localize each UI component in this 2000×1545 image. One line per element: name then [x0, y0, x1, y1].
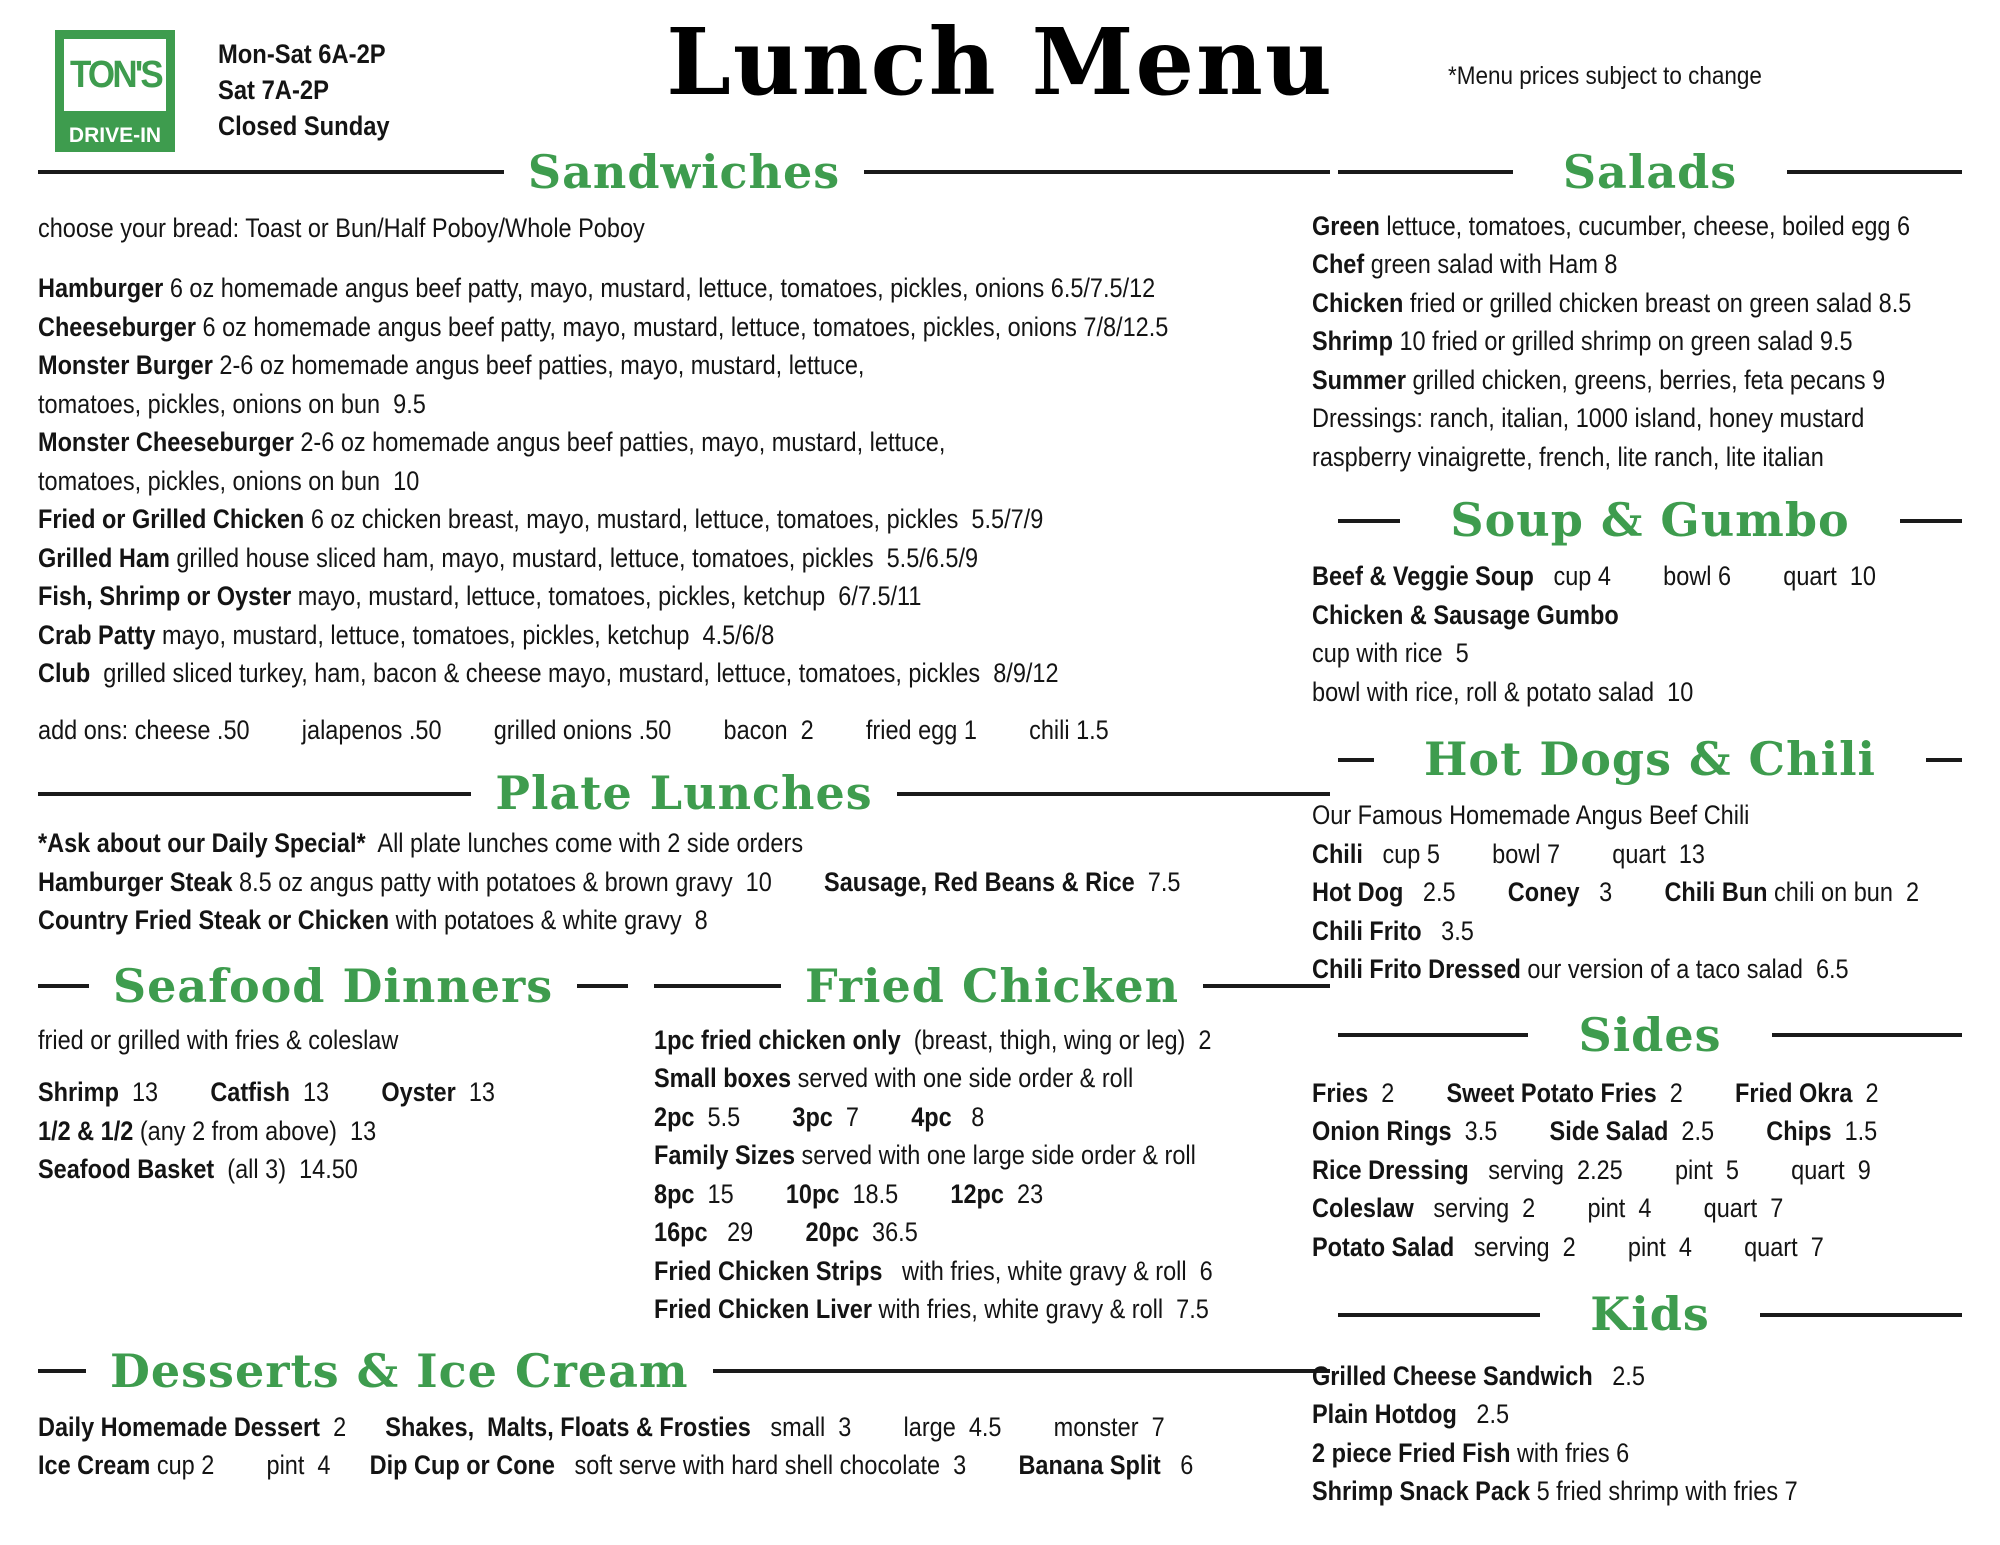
menu-item-name: 3pc: [792, 1101, 840, 1132]
menu-item-desc: tomatoes, pickles, onions on bun 10: [38, 465, 420, 496]
menu-item: [1312, 1151, 1988, 1190]
menu-item-desc: 10 fried or grilled shrimp on green salad 9.5: [1399, 326, 1853, 357]
menu-item-name: Small boxes: [654, 1063, 798, 1094]
logo-name: TON'S: [69, 53, 161, 96]
menu-item: [38, 1446, 1330, 1485]
desserts-items: [38, 1408, 1330, 1485]
menu-item: [38, 1073, 628, 1112]
menu-item: [1312, 284, 1988, 323]
divider-line: [38, 170, 504, 174]
menu-item-desc: mayo, mustard, lettuce, tomatoes, pickles, ketchup 4.5/6/8: [162, 619, 775, 650]
menu-item: [1312, 399, 1988, 438]
menu-item-desc: (any 2 from above) 13: [139, 1115, 377, 1146]
menu-item: [654, 1021, 1330, 1060]
menu-item: [38, 1112, 628, 1151]
sides-items: [1312, 1074, 1988, 1267]
menu-item-name: 1/2 & 1/2: [38, 1115, 140, 1146]
menu-item-name: Daily Homemade Dessert: [38, 1411, 327, 1442]
menu-item-name: Country Fried Steak or Chicken: [38, 905, 396, 936]
menu-item-name: Catfish: [210, 1077, 297, 1108]
menu-item-desc: serving 2 pint 4 quart 7: [1460, 1231, 1824, 1262]
menu-item-name: Chicken & Sausage Gumbo: [1312, 599, 1619, 630]
menu-item-desc: cup 2 pint 4: [156, 1450, 370, 1481]
menu-item-name: Club: [38, 658, 104, 689]
menu-item-name: Seafood Basket: [38, 1154, 221, 1185]
menu-item-desc: 18.5: [845, 1178, 951, 1209]
menu-item-name: Shrimp: [1312, 326, 1400, 357]
menu-item-desc: add ons: cheese .50 jalapenos .50 grilled onions .50 bacon 2 fried egg 1 chili 1.5: [38, 714, 1109, 745]
menu-item-name: 12pc: [950, 1178, 1011, 1209]
menu-item-name: Grilled Cheese Sandwich: [1312, 1360, 1600, 1391]
menu-item: [38, 824, 1330, 863]
menu-item: [38, 654, 1330, 693]
menu-item-name: Fried Okra: [1734, 1077, 1860, 1108]
menu-item-desc: 36.5: [865, 1217, 918, 1248]
menu-item-name: Chicken: [1312, 287, 1410, 318]
divider-line: [1772, 1033, 1962, 1037]
section-title: Kids: [1590, 1287, 1710, 1342]
menu-item-desc: 2.5: [1674, 1116, 1767, 1147]
menu-item: [1312, 438, 1988, 477]
menu-item-desc: with fries, white gravy & roll 7.5: [878, 1294, 1209, 1325]
right-column: [1312, 146, 1988, 1511]
menu-item-desc: 2.5: [1463, 1399, 1510, 1430]
menu-item-desc: 3.5: [1458, 1116, 1550, 1147]
menu-item: [38, 711, 1330, 750]
menu-item-desc: 3: [1586, 877, 1665, 908]
menu-item: [1312, 1472, 1988, 1511]
menu-item-desc: grilled sliced turkey, ham, bacon & cheese mayo, mustard, lettuce, tomatoes, pickles 8/9/12: [103, 658, 1059, 689]
menu-item: [38, 1408, 1330, 1447]
menu-item-desc: 2.5: [1409, 877, 1508, 908]
divider-line: [1926, 758, 1962, 762]
seafood-items: [38, 1073, 628, 1189]
menu-item: [38, 308, 1330, 347]
menu-item-name: Dip Cup or Cone: [369, 1450, 562, 1481]
menu-item-desc: 15: [701, 1178, 786, 1209]
left-column: [38, 146, 1330, 1485]
divider-line: [1338, 1313, 1540, 1317]
menu-item-name: 20pc: [805, 1217, 866, 1248]
menu-item-name: Cheeseburger: [38, 311, 203, 342]
section-title: Seafood Dinners: [112, 958, 554, 1013]
divider-line: [1338, 170, 1513, 174]
menu-item-desc: 2.5: [1599, 1360, 1645, 1391]
menu-item: [1312, 796, 1988, 835]
section-intro: choose your bread: Toast or Bun/Half Poboy/Whole Poboy: [38, 212, 645, 243]
menu-item-desc: green salad with Ham 8: [1370, 249, 1618, 280]
tons-drive-in-logo: [55, 30, 175, 152]
menu-item-name: Fried or Grilled Chicken: [38, 504, 311, 535]
menu-item-name: Chili Bun: [1664, 877, 1775, 908]
business-hours: [218, 36, 413, 144]
menu-item-desc: 6 oz homemade angus beef patty, mayo, mustard, lettuce, tomatoes, pickles, onions 7/8/12.5: [202, 311, 1169, 342]
menu-item-desc: 7.5: [1141, 866, 1181, 897]
section-title: Plate Lunches: [495, 766, 873, 821]
section-title: Fried Chicken: [804, 958, 1180, 1013]
menu-item-desc: 2: [1859, 1077, 1879, 1108]
menu-item: [1312, 557, 1988, 596]
divider-line: [1203, 984, 1330, 988]
menu-item: [1312, 207, 1988, 246]
fried-chicken-column: [628, 960, 1330, 1329]
menu-item-desc: served with one large side order & roll: [801, 1140, 1196, 1171]
menu-item: [1312, 322, 1988, 361]
section-intro: fried or grilled with fries & coleslaw: [38, 1024, 399, 1055]
section-title: Desserts & Ice Cream: [110, 1343, 689, 1398]
menu-item-desc: 2-6 oz homemade angus beef patties, mayo, mustard, lettuce,: [219, 350, 865, 381]
hot-dogs-chili-items: [1312, 796, 1988, 989]
seafood-intro: [38, 1021, 628, 1060]
menu-item-desc: tomatoes, pickles, onions on bun 9.5: [38, 388, 426, 419]
menu-item-name: Hamburger: [38, 273, 170, 304]
menu-item-name: Coney: [1507, 877, 1587, 908]
menu-item: [1312, 873, 1988, 912]
divider-line: [1338, 1033, 1528, 1037]
menu-item-desc: lettuce, tomatoes, cucumber, cheese, boiled egg 6: [1386, 210, 1911, 241]
menu-item-desc: cup 5 bowl 7 quart 13: [1369, 838, 1705, 869]
menu-item: [38, 346, 1330, 385]
menu-item-name: Onion Rings: [1312, 1116, 1459, 1147]
sandwiches-items: [38, 269, 1330, 693]
menu-item: [1312, 1357, 1988, 1396]
section-header-desserts: [38, 1345, 1330, 1398]
menu-item-desc: our version of a taco salad 6.5: [1527, 954, 1849, 985]
menu-item-name: Crab Patty: [38, 619, 163, 650]
menu-item-desc: cup 4 bowl 6 quart 10: [1540, 561, 1876, 592]
menu-item: [1312, 245, 1988, 284]
menu-item-name: Fried Chicken Liver: [654, 1294, 879, 1325]
menu-item-desc: 5 fried shrimp with fries 7: [1536, 1476, 1798, 1507]
menu-item-desc: with potatoes & white gravy 8: [395, 905, 708, 936]
menu-item-name: 2pc: [654, 1101, 702, 1132]
section-header-fried-chicken: [654, 960, 1330, 1013]
divider-line: [1787, 170, 1962, 174]
menu-item-name: Green: [1312, 210, 1387, 241]
menu-item-desc: 13: [296, 1077, 382, 1108]
menu-item-desc: 7: [839, 1101, 912, 1132]
menu-item-desc: 2: [1374, 1077, 1447, 1108]
divider-line: [864, 170, 1330, 174]
menu-item-desc: served with one side order & roll: [797, 1063, 1134, 1094]
menu-item-name: Fries: [1312, 1077, 1375, 1108]
menu-item-name: Monster Burger: [38, 350, 220, 381]
divider-line: [1900, 519, 1962, 523]
menu-item-name: Side Salad: [1549, 1116, 1675, 1147]
logo-tagline: DRIVE-IN: [55, 120, 175, 152]
section-header-seafood: [38, 960, 628, 1013]
menu-item-name: Rice Dressing: [1312, 1154, 1476, 1185]
menu-item-desc: All plate lunches come with 2 side orders: [372, 828, 804, 859]
divider-line: [577, 984, 628, 988]
menu-item-name: Coleslaw: [1312, 1193, 1421, 1224]
menu-item: [38, 500, 1330, 539]
menu-item-name: Sweet Potato Fries: [1446, 1077, 1664, 1108]
menu-item: [654, 1175, 1330, 1214]
menu-item-desc: soft serve with hard shell chocolate 3: [561, 1450, 1019, 1481]
menu-item-desc: 13: [462, 1077, 495, 1108]
hours-line-3: Closed Sunday: [218, 111, 390, 141]
menu-item-name: Chili: [1312, 838, 1370, 869]
menu-item-name: 16pc: [654, 1217, 715, 1248]
menu-item-desc: chili on bun 2: [1774, 877, 1920, 908]
menu-item-name: *Ask about our Daily Special*: [38, 828, 373, 859]
menu-item: [38, 863, 1330, 902]
menu-item-desc: 2: [326, 1411, 386, 1442]
section-header-kids: [1312, 1288, 1988, 1341]
menu-item-desc: 5.5: [701, 1101, 793, 1132]
menu-item: [1312, 912, 1988, 951]
menu-item-name: Plain Hotdog: [1312, 1399, 1464, 1430]
menu-item-name: Grilled Ham: [38, 542, 177, 573]
section-title: Sides: [1578, 1007, 1722, 1062]
divider-line: [38, 984, 89, 988]
menu-item-name: Shakes, Malts, Floats & Frosties: [385, 1411, 758, 1442]
logo-mark: [55, 30, 175, 120]
section-header-salads: [1312, 146, 1988, 199]
menu-item: [1312, 1074, 1988, 1113]
sandwiches-intro: [38, 209, 1330, 248]
menu-item: [1312, 1112, 1988, 1151]
menu-item-desc: 6 oz homemade angus beef patty, mayo, mustard, lettuce, tomatoes, pickles, onions 6.5/7.5/12: [169, 273, 1156, 304]
divider-line: [1760, 1313, 1962, 1317]
menu-item-name: Fried Chicken Strips: [654, 1255, 889, 1286]
seafood-column: [38, 960, 628, 1329]
menu-item-desc: fried or grilled chicken breast on green salad 8.5: [1409, 287, 1912, 318]
menu-item-name: Summer: [1312, 364, 1413, 395]
menu-item-desc: small 3 large 4.5 monster 7: [757, 1411, 1165, 1442]
menu-item-name: Potato Salad: [1312, 1231, 1461, 1262]
menu-item-desc: 23: [1010, 1178, 1044, 1209]
section-header-sides: [1312, 1009, 1988, 1062]
divider-line: [654, 984, 781, 988]
menu-item-name: Oyster: [381, 1077, 463, 1108]
menu-item-desc: 2: [1663, 1077, 1735, 1108]
menu-item: [654, 1136, 1330, 1175]
menu-item-name: Shrimp: [38, 1077, 126, 1108]
menu-item-desc: cup with rice 5: [1312, 638, 1469, 669]
menu-item-desc: mayo, mustard, lettuce, tomatoes, pickles, ketchup 6/7.5/11: [297, 581, 922, 612]
menu-item: [654, 1290, 1330, 1329]
menu-item-desc: serving 2.25 pint 5 quart 9: [1475, 1154, 1871, 1185]
menu-item-desc: with fries, white gravy & roll 6: [888, 1255, 1213, 1286]
menu-item-desc: serving 2 pint 4 quart 7: [1420, 1193, 1784, 1224]
section-title: Soup & Gumbo: [1450, 493, 1850, 548]
menu-item-desc: 8.5 oz angus patty with potatoes & brown gravy 10: [239, 866, 825, 897]
menu-item: [1312, 596, 1988, 635]
menu-item-desc: 3.5: [1428, 915, 1474, 946]
fried-chicken-items: [654, 1021, 1330, 1329]
menu-item: [1312, 1189, 1988, 1228]
menu-item: [1312, 1395, 1988, 1434]
menu-item-name: Chef: [1312, 249, 1371, 280]
menu-item-desc: 1.5: [1838, 1116, 1878, 1147]
menu-item: [1312, 361, 1988, 400]
salads-items: [1312, 207, 1988, 477]
menu-item-desc: 29: [714, 1217, 806, 1248]
divider-line: [713, 1369, 1330, 1373]
menu-item-desc: 6 oz chicken breast, mayo, mustard, lettuce, tomatoes, pickles 5.5/7/9: [310, 504, 1044, 535]
menu-item: [38, 616, 1330, 655]
menu-item: [1312, 835, 1988, 874]
kids-items: [1312, 1357, 1988, 1511]
menu-item: [1312, 1228, 1988, 1267]
menu-item-desc: 2-6 oz homemade angus beef patties, mayo, mustard, lettuce,: [300, 427, 946, 458]
divider-line: [1338, 519, 1400, 523]
sandwiches-addons: [38, 711, 1330, 750]
menu-item-name: 1pc fried chicken only: [654, 1024, 908, 1055]
menu-item-desc: 13: [125, 1077, 211, 1108]
menu-item-desc: with fries 6: [1516, 1437, 1630, 1468]
section-header-plate-lunches: [38, 767, 1330, 820]
menu-item-name: Fish, Shrimp or Oyster: [38, 581, 298, 612]
menu-item: [38, 577, 1330, 616]
menu-item: [38, 385, 1330, 424]
section-header-sandwiches: [38, 146, 1330, 199]
menu-item-name: 8pc: [654, 1178, 702, 1209]
soup-gumbo-items: [1312, 557, 1988, 711]
menu-item-name: Monster Cheeseburger: [38, 427, 301, 458]
menu-item: [38, 269, 1330, 308]
menu-item: [38, 1150, 628, 1189]
menu-item: [38, 462, 1330, 501]
menu-item-desc: grilled chicken, greens, berries, feta pecans 9: [1412, 364, 1886, 395]
menu-item-name: Chips: [1766, 1116, 1839, 1147]
menu-item-name: 4pc: [911, 1101, 959, 1132]
menu-item: [1312, 1434, 1988, 1473]
seafood-chicken-row: [38, 960, 1330, 1329]
section-header-soup-gumbo: [1312, 494, 1988, 547]
menu-item-name: Banana Split: [1018, 1450, 1168, 1481]
menu-item-desc: 8: [958, 1101, 985, 1132]
plate-lunches-items: [38, 824, 1330, 940]
menu-item-name: Family Sizes: [654, 1140, 802, 1171]
menu-item-name: 2 piece Fried Fish: [1312, 1437, 1517, 1468]
menu-item-desc: bowl with rice, roll & potato salad 10: [1312, 676, 1694, 707]
menu-item-name: 10pc: [785, 1178, 846, 1209]
menu-item-desc: 6: [1167, 1450, 1194, 1481]
menu-item: [1312, 950, 1988, 989]
menu-item-name: Beef & Veggie Soup: [1312, 561, 1541, 592]
hours-line-1: Mon-Sat 6A-2P: [218, 39, 386, 69]
menu-item-desc: grilled house sliced ham, mayo, mustard, lettuce, tomatoes, pickles 5.5/6.5/9: [176, 542, 979, 573]
section-title: Hot Dogs & Chili: [1423, 732, 1877, 787]
menu-item-desc: raspberry vinaigrette, french, lite ranch, lite italian: [1312, 441, 1824, 472]
menu-item-desc: Our Famous Homemade Angus Beef Chili: [1312, 800, 1750, 831]
menu-item: [1312, 634, 1988, 673]
menu-item-name: Chili Frito: [1312, 915, 1429, 946]
page-title: Lunch Menu: [666, 8, 1334, 116]
menu-item-desc: (all 3) 14.50: [220, 1154, 358, 1185]
section-title: Salads: [1562, 145, 1738, 199]
menu-item-name: Shrimp Snack Pack: [1312, 1476, 1537, 1507]
section-header-hot-dogs-chili: [1312, 733, 1988, 786]
menu-item: [654, 1213, 1330, 1252]
menu-item: [38, 901, 1330, 940]
hours-line-2: Sat 7A-2P: [218, 75, 329, 105]
menu-item-name: Sausage, Red Beans & Rice: [824, 866, 1142, 897]
menu-item: [38, 539, 1330, 578]
divider-line: [1338, 758, 1374, 762]
menu-item-name: Hamburger Steak: [38, 866, 240, 897]
menu-item: [654, 1252, 1330, 1291]
menu-item: [1312, 673, 1988, 712]
section-title: Sandwiches: [527, 145, 841, 199]
price-disclaimer: *Menu prices subject to change: [1448, 62, 1762, 90]
divider-line: [897, 792, 1330, 796]
menu-item-desc: (breast, thigh, wing or leg) 2: [907, 1024, 1212, 1055]
menu-item: [654, 1098, 1330, 1137]
menu-item: [654, 1059, 1330, 1098]
divider-line: [38, 1369, 86, 1373]
menu-item-desc: Dressings: ranch, italian, 1000 island, honey mustard: [1312, 403, 1865, 434]
menu-item: [38, 423, 1330, 462]
menu-item-name: Chili Frito Dressed: [1312, 954, 1528, 985]
divider-line: [38, 792, 471, 796]
menu-item-name: Ice Cream: [38, 1450, 157, 1481]
menu-item-name: Hot Dog: [1312, 877, 1410, 908]
